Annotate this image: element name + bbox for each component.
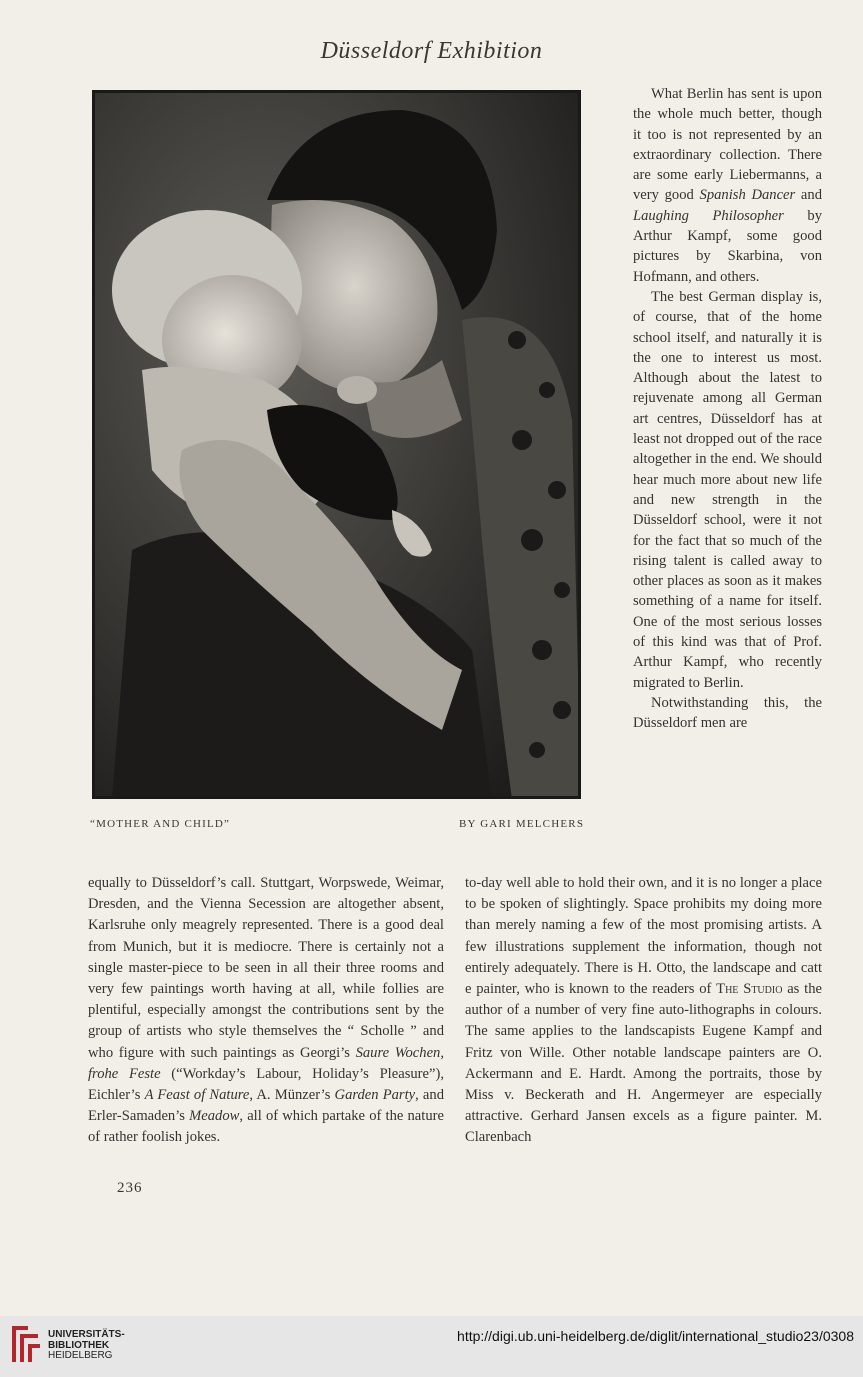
left-column [88,873,444,1149]
side-column [633,84,822,734]
side-paragraph-2: The best German display is, of course, that of the home school itself, and naturally it is the one to interest us most. Although about the latest to rejuvenate among all German art centres, Düsseldorf has at least not dropped out of the race altogether in the end. We should hear much more about new life and new strength in the Düsseldorf school, were it not for the fact that so much of the rising talent is called away to other places as soon as it makes something of a name for itself. One of the most serious losses of this kind was that of Prof. Arthur Kampf, who recently migrated to Berlin. [633,288,822,691]
left-paragraph: equally to Düsseldorf’s call. Stuttgart, Worpswede, Weimar, Dresden, and the Vienna Secession are altogether absent, Karlsruhe only meagrely represented. There is a good deal from Munich, but it is mediocre. There is certainly not a single master-piece to be seen in all their three rooms and very few paintings worth having at all, while follies are plentiful, especially amongst the contributions sent by the group of artists who style themselves the “ Scholle ” and who figure with such paintings as Georgi’s Saure Wochen, frohe Feste (“Workday’s Labour, Holiday’s Pleasure”), Eichler’s A Feast of Nature, A. Münzer’s Garden Party, and Erler-Samaden’s Meadow, all of which partake of the nature of rather foolish jokes. [88,875,444,1146]
painting-illustration [92,90,581,799]
side-paragraph-3: Notwithstanding this, the Düsseldorf men are [633,694,822,732]
library-logo-icon [8,1322,44,1366]
mother-and-child-plate [92,90,581,799]
illustration-caption-title: “MOTHER AND CHILD” [90,818,231,830]
right-column [465,873,822,1149]
side-paragraph-1: What Berlin has sent is upon the whole much better, though it too is not represented by an extraordinary collection. There are some early Liebermanns, a very good Spanish Dancer and Laughing Philosopher by Arthur Kampf, some good pictures by Skarbina, von Hofmann, and others. [633,86,822,285]
viewer-footer [0,1316,863,1377]
right-paragraph: to-day well able to hold their own, and it is no longer a place to be spoken of slightingly. Space prohibits my doing more than merely naming a few of the most promising artists. A few illustrations supplement the information, though not entirely adequately. There is H. Otto, the landscape and catt e painter, who is known to the readers of The Studio as the author of a number of very fine auto-lithographs in colours. The same applies to the landscapists Eugene Kampf and Fritz von Wille. Other notable landscape painters are O. Ackermann and E. Hardt. Among the portraits, those by Miss v. Beckerath and H. Angermeyer are especially attractive. Gerhard Jansen excels as a figure painter. M. Clarenbach [465,875,822,1146]
the-studio-title: The Studio [716,981,783,998]
permalink-url[interactable]: http://digi.ub.uni-heidelberg.de/diglit/international_studio23/0308 [457,1328,854,1344]
page-number: 236 [117,1180,143,1196]
running-head: Düsseldorf Exhibition [320,38,543,64]
library-name: UNIVERSITÄTS- BIBLIOTHEK HEIDELBERG [48,1329,125,1361]
illustration-caption-artist: BY GARI MELCHERS [459,818,585,830]
